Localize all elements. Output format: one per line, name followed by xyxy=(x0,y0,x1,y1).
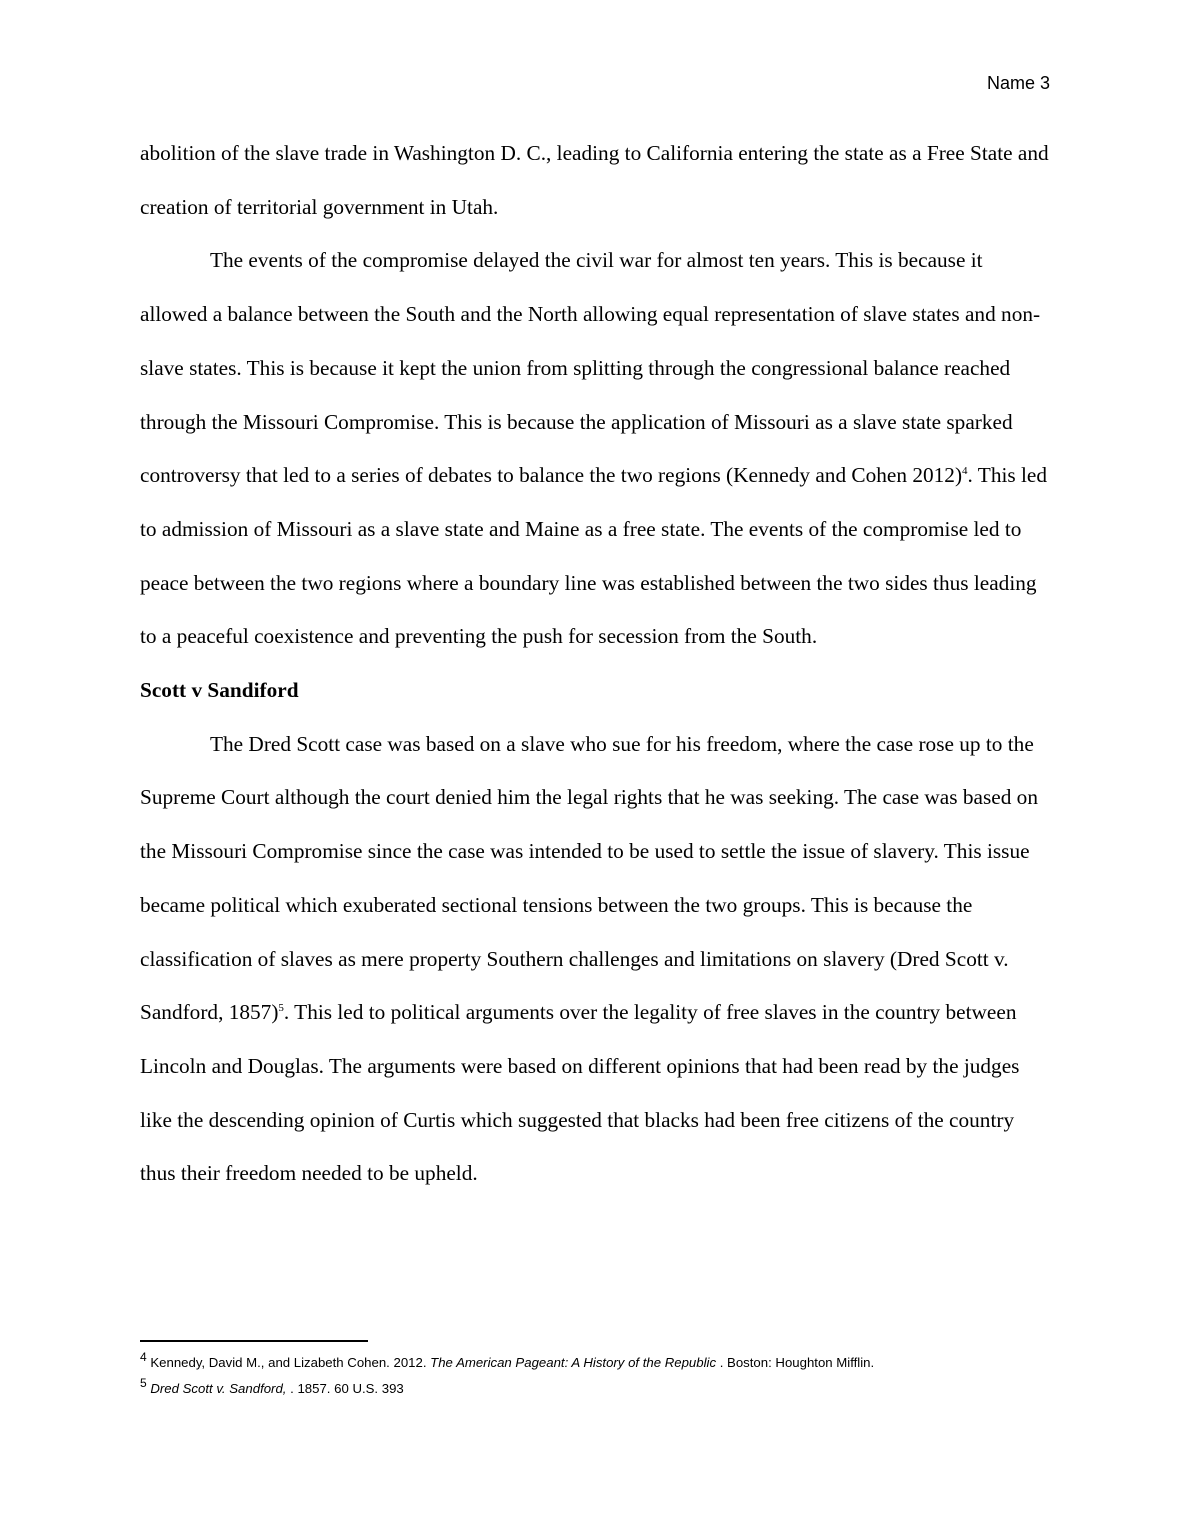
page-header xyxy=(987,70,1050,96)
footnotes xyxy=(140,1350,1050,1402)
footnote-ref-4[interactable]: 4 xyxy=(962,465,968,478)
running-head: Name 3 xyxy=(986,73,1050,93)
paragraph-dred-scott: The Dred Scott case was based on a slave who sue for his freedom, where the case rose up to the Supreme Court although the court denied him the legal rights that he was seeking. The case was based on the Missouri Compromise since the case was intended to be used to settle the issue of slavery. This issue became political which exuberated sectional tensions between the two groups. This is because the classification of slaves as mere property Southern challenges and limitations on slavery (Dred Scott v. Sandford, 1857)$^5$. This led to political arguments over the legality of free slaves in the country between Lincoln and Douglas. The arguments were based on different opinions that had been read by the judges like the descending opinion of Curtis which suggested that blacks had been free citizens of the country thus their freedom needed to be upheld. xyxy=(140,731,1038,1186)
footnote-mark: 4 xyxy=(140,1350,147,1364)
footnote-5: 5 Dred Scott v. Sandford, . 1857. 60 U.S. 393 xyxy=(140,1376,404,1396)
footnote-title: The American Pageant: A History of the Republic xyxy=(430,1355,717,1370)
paragraph-continuation: abolition of the slave trade in Washington D. C., leading to California entering the state as a Free State and creation of territorial government in Utah. xyxy=(140,141,1049,219)
footnote-title: Dred Scott v. Sandford, xyxy=(150,1381,287,1396)
paragraph-compromise: The events of the compromise delayed the civil war for almost ten years. This is because it allowed a balance between the South and the North allowing equal representation of slave states and non-slave states. This is because it kept the union from splitting through the congressional balance reached through the Missouri Compromise. This is because the application of Missouri as a slave state sparked controversy that led to a series of debates to balance the two regions (Kennedy and Cohen 2012)$^4$. This led to admission of Missouri as a slave state and Maine as a free state. The events of the compromise led to peace between the two regions where a boundary line was established between the two sides thus leading to a peaceful coexistence and preventing the push for secession from the South. xyxy=(140,248,1048,649)
footnote-4: 4 Kennedy, David M., and Lizabeth Cohen. 2012. The American Pageant: A History of the Republic . Boston: Houghton Mifflin. xyxy=(140,1350,875,1370)
document-body xyxy=(140,127,1050,1201)
footnote-ref-5[interactable]: 5 xyxy=(278,1002,284,1015)
footnote-separator xyxy=(140,1340,368,1342)
section-heading: Scott v Sandiford xyxy=(140,678,299,703)
footnote-mark: 5 xyxy=(140,1376,147,1390)
